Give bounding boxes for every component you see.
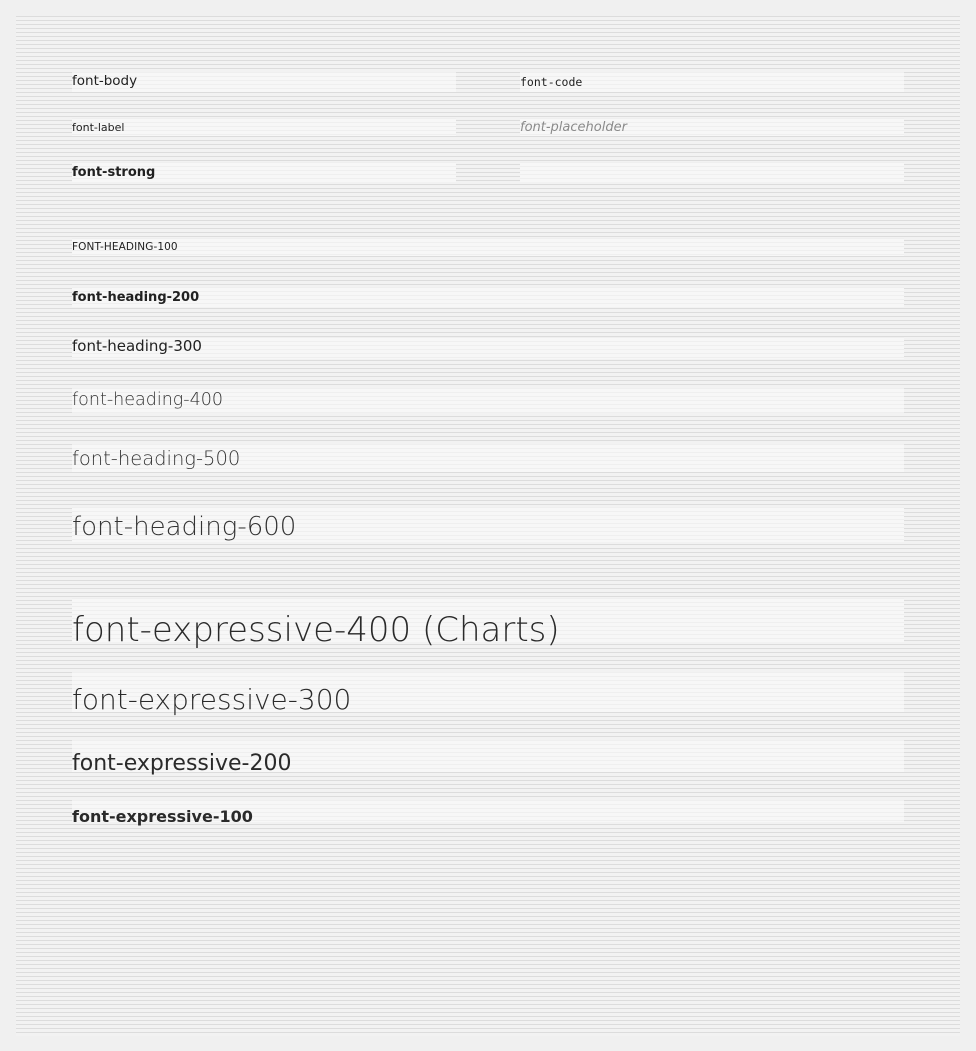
font-expressive-300-text: font-expressive-300 bbox=[72, 683, 352, 716]
font-placeholder-sample bbox=[520, 118, 904, 136]
font-heading-100-sample bbox=[72, 238, 904, 256]
font-heading-600-text: font-heading-600 bbox=[72, 512, 297, 542]
font-label-sample bbox=[72, 118, 456, 136]
font-expressive-400-sample bbox=[72, 598, 904, 650]
font-placeholder-text: font-placeholder bbox=[520, 120, 627, 135]
font-heading-300-text: font-heading-300 bbox=[72, 337, 202, 355]
empty-sample bbox=[520, 162, 904, 182]
font-heading-500-sample bbox=[72, 444, 904, 472]
font-expressive-300-sample bbox=[72, 672, 904, 716]
font-expressive-400-text: font-expressive-400 (Charts) bbox=[72, 610, 560, 650]
font-heading-200-sample bbox=[72, 287, 904, 307]
font-label-text: font-label bbox=[72, 121, 125, 134]
font-strong-sample bbox=[72, 162, 456, 182]
font-heading-400-text: font-heading-400 bbox=[72, 390, 223, 410]
font-heading-100-text: FONT-HEADING-100 bbox=[72, 241, 178, 253]
font-expressive-200-text: font-expressive-200 bbox=[72, 751, 292, 776]
font-body-text: font-body bbox=[72, 73, 138, 89]
font-body-sample bbox=[72, 72, 456, 92]
font-heading-500-text: font-heading-500 bbox=[72, 447, 241, 470]
font-heading-200-text: font-heading-200 bbox=[72, 290, 200, 305]
font-heading-300-sample bbox=[72, 337, 904, 359]
font-strong-text: font-strong bbox=[72, 165, 156, 180]
font-code-text: font-code bbox=[520, 75, 583, 89]
font-expressive-100-sample bbox=[72, 800, 904, 826]
font-expressive-200-sample bbox=[72, 740, 904, 776]
font-code-sample bbox=[520, 72, 904, 92]
typography-board bbox=[16, 16, 960, 1036]
font-heading-600-sample bbox=[72, 507, 904, 542]
font-heading-400-sample bbox=[72, 388, 904, 413]
font-expressive-100-text: font-expressive-100 bbox=[72, 807, 253, 826]
